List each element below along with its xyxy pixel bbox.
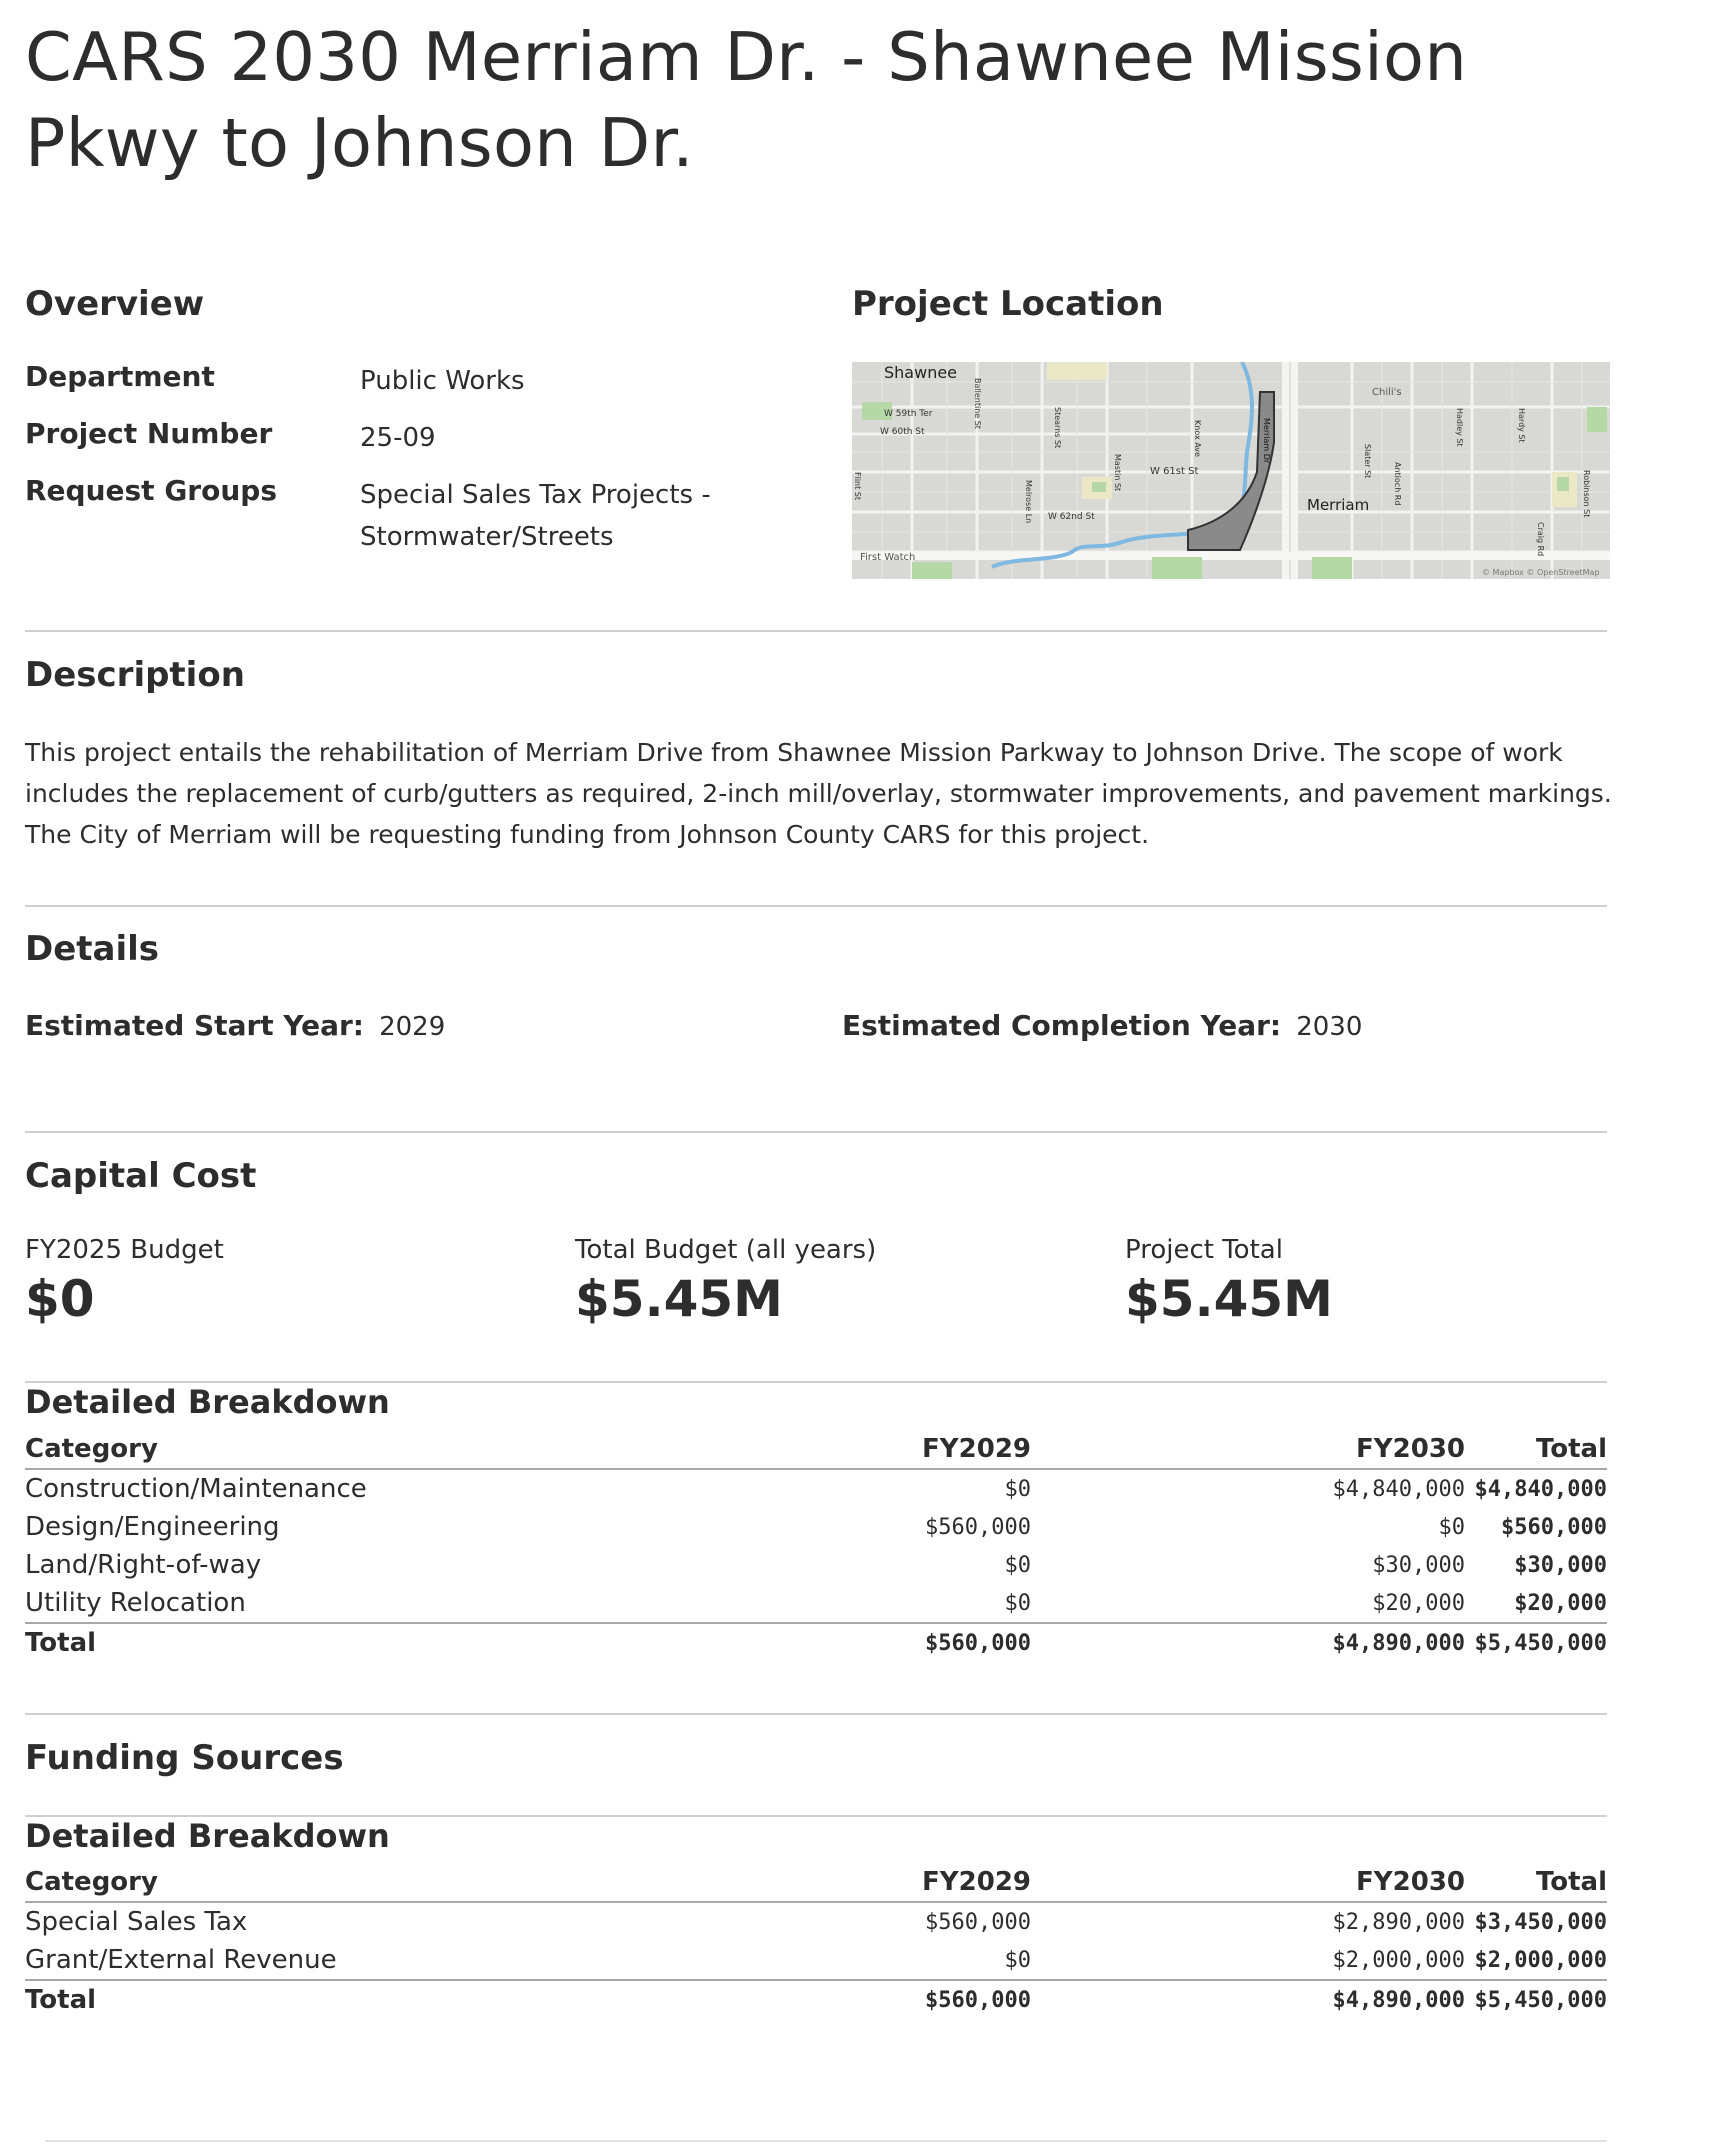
completion-year-value: 2030 xyxy=(1296,1012,1363,1042)
department-value: Public Works xyxy=(360,366,525,396)
column-header-fy2030: FY2030 xyxy=(1031,1430,1465,1469)
kpi-total-budget-value: $5.45M xyxy=(575,1270,783,1328)
map-label-flint: Flint St xyxy=(853,472,862,501)
start-year-value: 2029 xyxy=(379,1012,446,1042)
total-label: Total xyxy=(25,1623,625,1662)
capital-breakdown-table xyxy=(25,1430,1607,1662)
capital-breakdown-heading: Detailed Breakdown xyxy=(25,1383,390,1421)
total-total: $5,450,000 xyxy=(1465,1980,1607,2019)
row-total: $30,000 xyxy=(1514,1552,1607,1578)
row-total: $4,840,000 xyxy=(1474,1476,1607,1502)
map-label-antioch: Antioch Rd xyxy=(1393,462,1402,506)
project-location-map[interactable] xyxy=(852,362,1610,579)
funding-breakdown-heading: Detailed Breakdown xyxy=(25,1817,390,1855)
department-label: Department xyxy=(25,360,215,393)
table-row xyxy=(25,1584,1607,1623)
map-label-craig: Craig Rd xyxy=(1536,522,1545,557)
project-number-value: 25-09 xyxy=(360,423,436,453)
details-heading: Details xyxy=(25,929,160,969)
column-header-category: Category xyxy=(25,1863,625,1902)
row-total: $3,450,000 xyxy=(1474,1909,1607,1935)
map-label-mastin: Mastin St xyxy=(1113,454,1122,492)
row-category: Land/Right-of-way xyxy=(25,1550,262,1580)
funding-breakdown-table xyxy=(25,1863,1607,2019)
description-text: This project entails the rehabilitation of Merriam Drive from Shawnee Mission Parkway to Johnson Drive. The scope of work includes the replacement of curb/gutters as required, 2-inch mill/overlay, stormwater improvements, and pavement markings. The City of Merriam will be requesting funding from Johnson County CARS for this project. xyxy=(25,738,1612,849)
map-label-w61st: W 61st St xyxy=(1150,466,1199,477)
section-divider xyxy=(25,1713,1607,1715)
funding-sources-heading: Funding Sources xyxy=(25,1738,344,1778)
map-label-melrose: Melrose Ln xyxy=(1024,480,1033,524)
kpi-fy2025-value: $0 xyxy=(25,1270,95,1328)
section-divider xyxy=(25,905,1607,907)
column-header-fy2029: FY2029 xyxy=(625,1863,1031,1902)
table-header-row xyxy=(25,1863,1607,1902)
row-fy2030: $30,000 xyxy=(1372,1552,1465,1578)
map-label-shawnee: Shawnee xyxy=(884,363,958,382)
kpi-project-total-value: $5.45M xyxy=(1125,1270,1333,1328)
section-divider xyxy=(25,1131,1607,1133)
total-total: $5,450,000 xyxy=(1465,1623,1607,1662)
kpi-total-budget-label: Total Budget (all years) xyxy=(575,1235,877,1265)
map-label-hardy: Hardy St xyxy=(1517,408,1526,443)
row-fy2029: $0 xyxy=(1004,1947,1031,1973)
map-label-w62nd: W 62nd St xyxy=(1048,512,1095,522)
column-header-total: Total xyxy=(1465,1863,1607,1902)
overview-heading: Overview xyxy=(25,284,205,324)
row-category: Utility Relocation xyxy=(25,1588,246,1618)
section-divider xyxy=(25,630,1607,632)
start-year xyxy=(25,1006,445,1048)
map-label-hadley: Hadley St xyxy=(1455,408,1464,447)
row-fy2029: $0 xyxy=(1004,1476,1031,1502)
row-category: Grant/External Revenue xyxy=(25,1945,337,1975)
column-header-fy2029: FY2029 xyxy=(625,1430,1031,1469)
description-heading: Description xyxy=(25,655,245,695)
map-graphic xyxy=(852,362,1610,579)
map-label-first-watch: First Watch xyxy=(860,552,916,563)
request-groups-label: Request Groups xyxy=(25,474,277,507)
map-label-knox: Knox Ave xyxy=(1193,420,1202,457)
row-category: Design/Engineering xyxy=(25,1512,280,1542)
row-category: Construction/Maintenance xyxy=(25,1474,367,1504)
map-label-stearns: Stearns St xyxy=(1053,407,1062,449)
row-fy2030: $20,000 xyxy=(1372,1590,1465,1616)
total-label: Total xyxy=(25,1980,625,2019)
kpi-fy2025-label: FY2025 Budget xyxy=(25,1235,224,1265)
total-fy2030: $4,890,000 xyxy=(1031,1980,1465,2019)
row-fy2030: $4,840,000 xyxy=(1332,1476,1465,1502)
footer-divider xyxy=(45,2140,1607,2142)
map-label-w60th: W 60th St xyxy=(880,427,925,437)
column-header-category: Category xyxy=(25,1430,625,1469)
row-fy2029: $560,000 xyxy=(925,1514,1031,1540)
project-number-label: Project Number xyxy=(25,417,273,450)
project-location-heading: Project Location xyxy=(852,284,1164,324)
request-groups-value: Special Sales Tax Projects - Stormwater/Streets xyxy=(360,480,711,552)
map-label-w59th: W 59th Ter xyxy=(884,409,933,419)
map-label-merriam: Merriam xyxy=(1307,496,1370,514)
completion-year-label: Estimated Completion Year: xyxy=(842,1009,1282,1042)
map-label-chilis: Chili's xyxy=(1372,387,1402,398)
row-fy2029: $0 xyxy=(1004,1552,1031,1578)
column-header-fy2030: FY2030 xyxy=(1031,1863,1465,1902)
row-total: $560,000 xyxy=(1501,1514,1607,1540)
row-fy2030: $2,890,000 xyxy=(1332,1909,1465,1935)
map-attribution: © Mapbox © OpenStreetMap xyxy=(1482,568,1600,577)
table-header-row xyxy=(25,1430,1607,1469)
table-row xyxy=(25,1941,1607,1980)
total-fy2029: $560,000 xyxy=(625,1623,1031,1662)
row-total: $2,000,000 xyxy=(1474,1947,1607,1973)
completion-year xyxy=(842,1006,1362,1048)
table-total-row xyxy=(25,1980,1607,2019)
row-category: Special Sales Tax xyxy=(25,1907,248,1937)
table-row xyxy=(25,1469,1607,1508)
column-header-total: Total xyxy=(1465,1430,1607,1469)
map-label-ballentine: Ballentine St xyxy=(973,378,982,429)
start-year-label: Estimated Start Year: xyxy=(25,1009,364,1042)
map-label-robinson: Robinson St xyxy=(1582,470,1591,518)
table-total-row xyxy=(25,1623,1607,1662)
row-total: $20,000 xyxy=(1514,1590,1607,1616)
row-fy2029: $0 xyxy=(1004,1590,1031,1616)
table-row xyxy=(25,1546,1607,1584)
table-row xyxy=(25,1508,1607,1546)
row-fy2029: $560,000 xyxy=(925,1909,1031,1935)
total-fy2030: $4,890,000 xyxy=(1031,1623,1465,1662)
map-label-merriam-dr: Merriam Dr xyxy=(1262,418,1271,464)
capital-cost-heading: Capital Cost xyxy=(25,1156,257,1196)
table-row xyxy=(25,1902,1607,1941)
page-title: CARS 2030 Merriam Dr. - Shawnee Mission Pkwy to Johnson Dr. xyxy=(25,18,1468,182)
kpi-project-total-label: Project Total xyxy=(1125,1235,1283,1265)
total-fy2029: $560,000 xyxy=(625,1980,1031,2019)
row-fy2030: $2,000,000 xyxy=(1332,1947,1465,1973)
map-label-slater: Slater St xyxy=(1363,444,1372,479)
row-fy2030: $0 xyxy=(1438,1514,1465,1540)
